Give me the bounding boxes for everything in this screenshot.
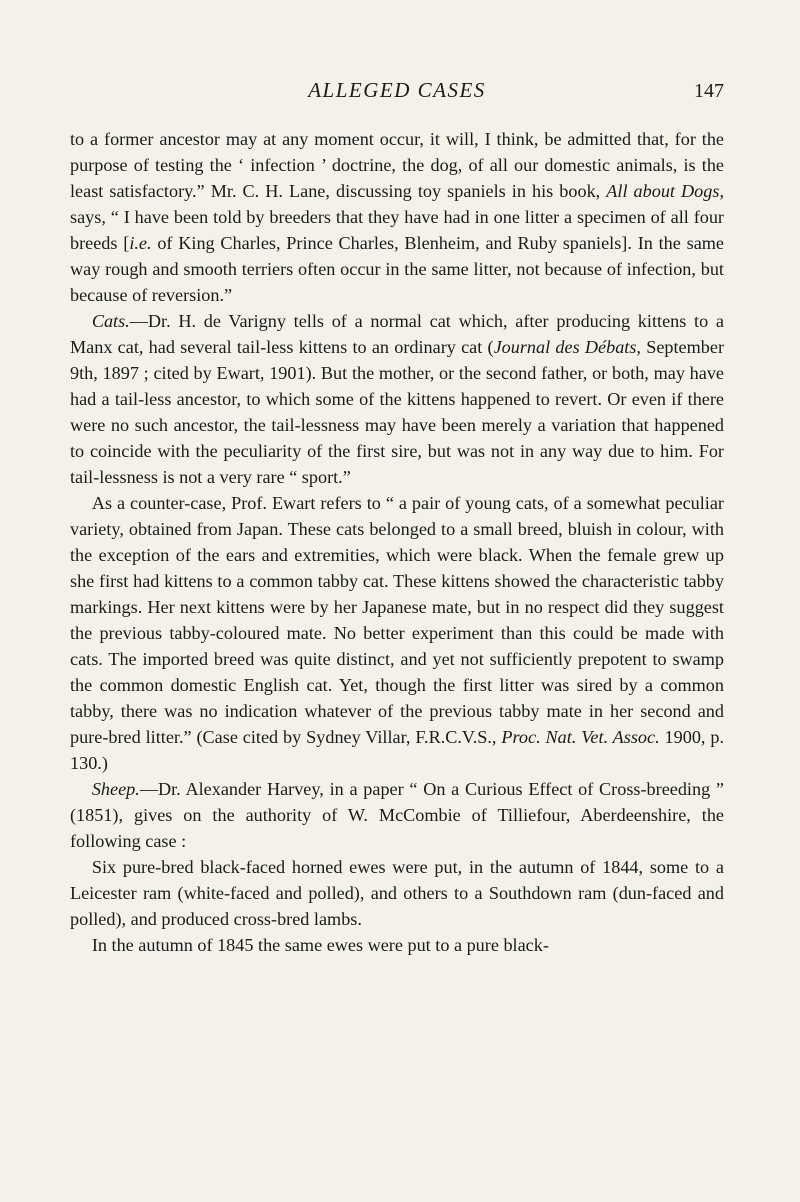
- text-run: —Dr. Alexander Harvey, in a paper “ On a Curious Effect of Cross-breeding ” (1851), gives on the authority of W. McCombie of Tilliefour, Aberdeenshire, the following case :: [70, 779, 724, 851]
- paragraph-ewes-1844: [70, 854, 724, 932]
- page-number: 147: [694, 80, 724, 102]
- section-heading-sheep: Sheep.: [91, 779, 140, 799]
- text-run: —Dr. H. de Varigny tells of a normal cat which, after producing kittens to a Manx cat, had several tail-less kittens to an ordinary cat (: [70, 311, 724, 357]
- text-run: to a former ancestor may at any moment occur, it will, I think, be admitted that, for the purpose of testing the ‘ infection ’ doctrine, the dog, of all our domestic animals, is the least satisfactory.” Mr. C. H. Lane, discussing toy spaniels in his book,: [70, 129, 724, 201]
- text-run: of King Charles, Prince Charles, Blenheim, and Ruby spaniels]. In the same way rough and smooth terriers often occur in the same litter, not because of infection, but because of reversion.”: [70, 233, 724, 305]
- journal-title: Journal des Débats,: [493, 337, 641, 357]
- body-text: [70, 126, 724, 958]
- text-run: 1900, p. 130.): [70, 727, 725, 773]
- paragraph-sheep: [70, 776, 724, 854]
- text-run: , says, “ I have been told by breeders that they have had in one litter a specimen of all four breeds [: [70, 181, 724, 253]
- running-head: ALLEGED CASES: [308, 78, 486, 102]
- text-run: In the autumn of 1845 the same ewes were put to a pure black-: [91, 935, 549, 955]
- book-title: All about Dogs: [606, 181, 720, 201]
- text-run: September 9th, 1897 ; cited by Ewart, 1901). But the mother, or the second father, or both, may have had a tail-less ancestor, to which some of the kittens happened to revert. Or even if there were no such ancestor, the tail-lessness may have been merely a variation that happened to coincide with the peculiarity of the first sire, but was not in any way due to him. For tail-lessness is not a very rare “ sport.”: [70, 337, 725, 487]
- journal-title: Proc. Nat. Vet. Assoc.: [501, 727, 660, 747]
- text-run: As a counter-case, Prof. Ewart refers to “ a pair of young cats, of a somewhat peculiar variety, obtained from Japan. These cats belonged to a small breed, bluish in colour, with the exception of the ears and extremities, which were black. When the female grew up she first had kittens to a common tabby cat. These kittens showed the characteristic tabby markings. Her next kittens were by her Japanese mate, but in no respect did they suggest the previous tabby-coloured mate. No better experiment than this could be made with cats. The imported breed was quite distinct, and yet not sufficiently prepotent to swamp the common domestic English cat. Yet, though the first litter was sired by a common tabby, there was no indication whatever of the previous tabby mate in her second and pure-bred litter.” (Case cited by Sydney Villar, F.R.C.V.S.,: [70, 493, 724, 747]
- paragraph-ewes-1845: [70, 932, 724, 958]
- page-header: [70, 78, 724, 108]
- paragraph-dogs-continued: [70, 126, 724, 308]
- paragraph-counter-case: [70, 490, 724, 776]
- paragraph-cats: [70, 308, 724, 490]
- abbreviation-ie: i.e.: [129, 233, 152, 253]
- section-heading-cats: Cats.: [91, 311, 130, 331]
- text-run: Six pure-bred black-faced horned ewes were put, in the autumn of 1844, some to a Leicester ram (white-faced and polled), and others to a Southdown ram (dun-faced and polled), and produced cross-bred lambs.: [70, 857, 724, 929]
